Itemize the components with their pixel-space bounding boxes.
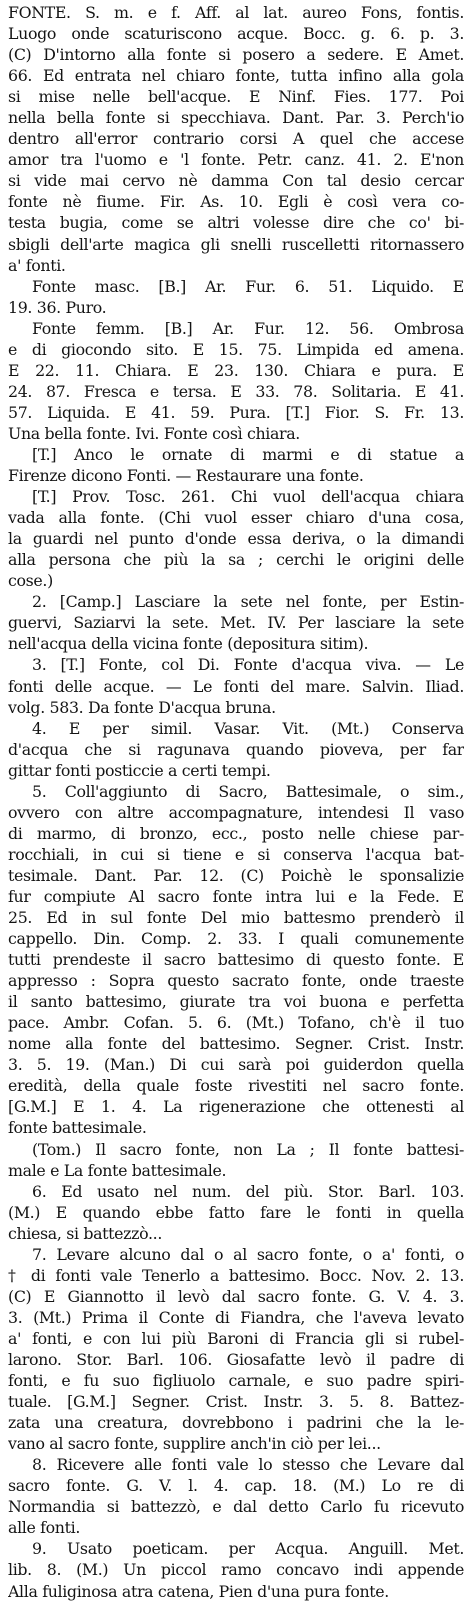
text-line: 3. (Mt.) Prima il Conte di Fiandra, che l'aveva levato (8, 1307, 464, 1327)
text-line: 66. Ed entrata nel chiaro fonte, tutta infino alla gola (8, 66, 464, 86)
text-line: 7. Levare alcuno dal o al sacro fonte, o a' fonti, o (32, 1244, 464, 1264)
text-line: 5. Coll'aggiunto di Sacro, Battesimale, o sim., (32, 781, 464, 801)
text-line: † di fonti vale Tenerlo a battesimo. Bocc. Nov. 2. 13. (8, 1265, 464, 1285)
text-line: a' fonti. (8, 255, 66, 275)
text-line: (C) E Giannotto il levò dal sacro fonte. G. V. 4. 3. (8, 1286, 464, 1306)
text-line: (Tom.) Il sacro fonte, non La ; Il fonte battesi- (32, 1139, 464, 1159)
text-line: vano al sacro fonte, supplire anch'in ciò per lei... (8, 1434, 381, 1454)
text-line: lib. 8. (M.) Un piccol ramo concavo indi appende (8, 1560, 464, 1580)
text-line: (C) D'intorno alla fonte si posero a sedere. E Amet. (8, 45, 464, 65)
text-line: Alla fuliginosa atra catena, Pien d'una pura fonte. (8, 1581, 389, 1601)
text-line: [T.] Prov. Tosc. 261. Chi vuol dell'acqua chiara (32, 487, 464, 507)
text-line: cappello. Din. Comp. 2. 33. I quali comunemente (8, 929, 464, 949)
text-line: di marmo, di bronzo, ecc., posto nelle chiese par- (8, 823, 464, 843)
text-line: (M.) E quando ebbe fatto fare le fonti in quella (8, 1202, 464, 1222)
text-line: appresso : Sopra questo sacrato fonte, onde traeste (8, 971, 464, 991)
text-line: [T.] Anco le ornate di marmi e di statue a (32, 444, 464, 464)
text-line: testa bugia, come se altri volesse dire che co' bi- (8, 213, 464, 233)
text-line: amor tra l'uomo e 'l fonte. Petr. canz. 41. 2. E'non (8, 150, 464, 170)
text-line: 6. Ed usato nel num. del più. Stor. Barl. 103. (32, 1181, 464, 1201)
text-line: rocchiali, in cui si tiene e si conserva l'acqua bat- (8, 844, 464, 864)
text-line: cose.) (8, 571, 53, 591)
text-line: chiesa, si battezzò... (8, 1223, 162, 1243)
text-line: larono. Stor. Barl. 106. Giosafatte levò il padre di (8, 1350, 464, 1369)
text-line: gittar fonti posticcie a certi tempi. (8, 760, 271, 780)
text-line: d'acqua che si ragunava quando pioveva, per far (8, 739, 464, 759)
text-line: [G.M.] E 1. 4. La rigenerazione che ottenesti al (8, 1097, 464, 1117)
text-line: Firenze dicono Fonti. — Restaurare una fonte. (8, 466, 364, 486)
text-line: dentro all'error contrario corsi A quel che accese (8, 129, 464, 149)
text-line: 24. 87. Fresca e tersa. E 33. 78. Solitaria. E 41. (8, 381, 464, 401)
text-line: nell'acqua della vicina fonte (depositura sitim). (8, 634, 369, 654)
text-line: fonti delle acque. — Le fonti del mare. Salvin. Iliad. (8, 676, 464, 696)
text-line: male e La fonte battesimale. (8, 1160, 227, 1180)
text-line: fonte nè fiume. Fir. As. 10. Egli è così vera co- (8, 192, 464, 212)
text-line: la guardi nel punto d'onde essa deriva, o la dimandi (8, 529, 464, 549)
text-line: 3. 5. 19. (Man.) Di cui sarà poi guiderdon quella (8, 1055, 464, 1075)
text-line: fonte battesimale. (8, 1118, 147, 1138)
text-line: fonti, e fu suo figliuolo carnale, e suo padre spiri- (8, 1371, 464, 1391)
text-line: e di giocondo sito. E 15. 75. Limpida ed amena. (8, 339, 464, 359)
text-line: fur compiute Al sacro fonte intra lui e la Fede. E (8, 886, 464, 906)
text-line: Fonte masc. [B.] Ar. Fur. 6. 51. Liquido. E (32, 276, 464, 296)
text-line: 19. 36. Puro. (8, 297, 107, 317)
text-line: alle fonti. (8, 1518, 80, 1538)
text-line: Una bella fonte. Ivi. Fonte così chiara. (8, 423, 300, 443)
text-line: volg. 583. Da fonte D'acqua bruna. (8, 697, 276, 717)
text-line: 25. Ed in sul fonte Del mio battesmo prenderò il (8, 908, 464, 928)
entry-fonte-text (8, 2, 464, 1602)
text-line: alla persona che più la sa ; cerchi le origini delle (8, 550, 464, 570)
text-line: 8. Ricevere alle fonti vale lo stesso che Levare dal (32, 1455, 464, 1475)
text-line: nome alla fonte del battesimo. Segner. Crist. Instr. (8, 1034, 464, 1054)
text-line: il santo battesimo, giurate tra voi buona e perfetta (8, 992, 464, 1012)
text-line: pace. Ambr. Cofan. 5. 6. (Mt.) Tofano, ch'è il tuo (8, 1013, 464, 1033)
text-line: 9. Usato poeticam. per Acqua. Anguill. Met. (32, 1539, 464, 1559)
text-line: Normandia si battezzò, e dal detto Carlo fu ricevuto (8, 1497, 464, 1517)
text-line: 4. E per simil. Vasar. Vit. (Mt.) Conserva (32, 718, 464, 738)
text-line: tuale. [G.M.] Segner. Crist. Instr. 3. 5. 8. Battez- (8, 1392, 464, 1412)
text-line: Luogo onde scaturiscono acque. Bocc. g. 6. p. 3. (8, 24, 464, 44)
text-line: eredità, della quale foste rivestiti nel sacro fonte. (8, 1076, 464, 1096)
text-line: tutti prendeste il sacro battesimo di questo fonte. E (8, 950, 464, 970)
text-line: zata una creatura, dovrebbono i padrini che la le- (8, 1413, 464, 1433)
text-line: a' fonti, e con lui più Baroni di Francia gli si rubel- (8, 1328, 464, 1348)
text-line: 3. [T.] Fonte, col Di. Fonte d'acqua viva. — Le (32, 655, 464, 675)
text-line: tesimale. Dant. Par. 12. (C) Poichè le sponsalizie (8, 865, 464, 885)
text-line: Fonte femm. [B.] Ar. Fur. 12. 56. Ombrosa (32, 318, 464, 338)
text-line: si vide mai cervo nè damma Con tal desio cercar (8, 171, 464, 191)
text-line: ovvero con altre accompagnature, intendesi Il vaso (8, 802, 464, 822)
text-line: si mise nelle bell'acque. E Ninf. Fies. 177. Poi (8, 87, 464, 107)
text-line: nella bella fonte si specchiava. Dant. Par. 3. Perch'io (8, 108, 464, 128)
text-line: 2. [Camp.] Lasciare la sete nel fonte, per Estin- (32, 592, 464, 612)
text-line: sacro fonte. G. V. l. 4. cap. 18. (M.) Lo re di (8, 1476, 464, 1496)
text-line: E 22. 11. Chiara. E 23. 130. Chiara e pura. E (8, 360, 464, 380)
text-line: guervi, Saziarvi la sete. Met. IV. Per lasciare la sete (8, 613, 464, 633)
text-line: vada alla fonte. (Chi vuol esser chiaro d'una cosa, (8, 508, 464, 528)
text-line: sbigli dell'arte magica gli snelli ruscelletti ritornassero (8, 234, 464, 254)
text-line: FONTE. S. m. e f. Aff. al lat. aureo Fons, fontis. (8, 3, 464, 22)
text-line: 57. Liquida. E 41. 59. Pura. [T.] Fior. S. Fr. 13. (8, 402, 464, 422)
